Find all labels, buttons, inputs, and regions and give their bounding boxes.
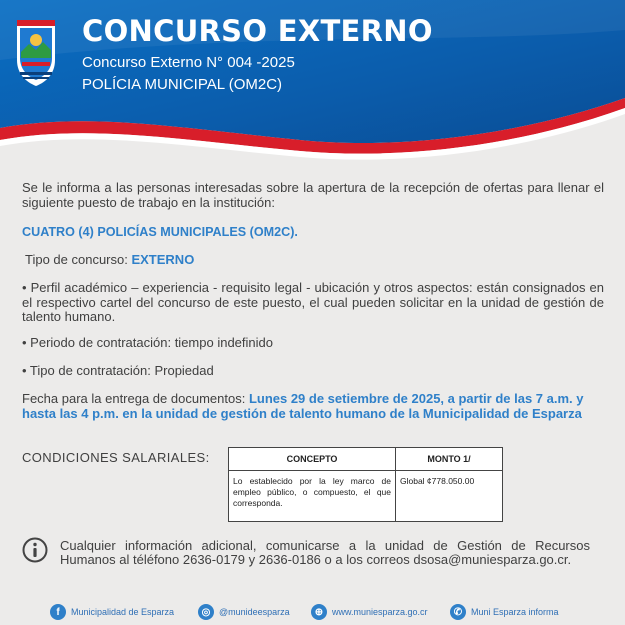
- salary-label: CONDICIONES SALARIALES:: [22, 450, 210, 465]
- whatsapp-link[interactable]: [450, 604, 559, 620]
- delivery-date: [22, 392, 604, 421]
- hiring-type: • Tipo de contratación: Propiedad: [22, 363, 214, 378]
- page-title: CONCURSO EXTERNO: [82, 14, 433, 48]
- profile-paragraph: • Perfil académico – experiencia - requisito legal - ubicación y otros aspectos: están consignados en el respectivo cartel del concurso de este puesto, el cual pueden solicitar en la unidad de gestión de talento humano.: [22, 280, 604, 324]
- info-icon: [22, 537, 48, 563]
- instagram-link[interactable]: [198, 604, 290, 620]
- table-header-concept: CONCEPTO: [229, 448, 396, 471]
- position-name: POLÍCIA MUNICIPAL (OM2C): [82, 76, 283, 93]
- table-row: [229, 471, 503, 522]
- facebook-icon: f: [50, 604, 66, 620]
- table-header-row: [229, 448, 503, 471]
- website-link[interactable]: [311, 604, 428, 620]
- header-banner: [0, 0, 625, 160]
- whatsapp-label: Muni Esparza informa: [471, 607, 559, 617]
- municipal-shield-logo: [14, 14, 58, 90]
- intro-paragraph: Se le informa a las personas interesadas sobre la apertura de la recepción de ofertas para llenar el siguiente puesto de trabajo en la institución:: [22, 180, 604, 210]
- table-cell-amount: Global ¢778.050.00: [396, 471, 503, 522]
- facebook-label: Municipalidad de Esparza: [71, 607, 175, 617]
- instagram-label: @munideesparza: [219, 607, 290, 617]
- globe-icon: ⊕: [311, 604, 327, 620]
- whatsapp-icon: ✆: [450, 604, 466, 620]
- facebook-link[interactable]: [50, 604, 174, 620]
- table-cell-concept: Lo establecido por la ley marco de empleo público, o compuesto, el que corresponda.: [229, 471, 396, 522]
- hiring-period: • Periodo de contratación: tiempo indefinido: [22, 335, 273, 350]
- salary-table: [228, 447, 503, 522]
- delivery-date-value: Lunes 29 de setiembre de 2025, a partir de las 7 a.m. y hasta las 4 p.m. en la unidad de gestión de talento humano de la Municipalidad de Esparza: [22, 391, 584, 421]
- website-label: www.muniesparza.go.cr: [332, 607, 428, 617]
- delivery-date-label: Fecha para la entrega de documentos:: [22, 391, 249, 406]
- contest-number: Concurso Externo N° 004 -2025: [82, 54, 295, 71]
- contest-type-value: EXTERNO: [131, 252, 195, 267]
- contact-info: Cualquier información adicional, comunicarse a la unidad de Gestión de Recursos Humanos al téléfono 2636-0179 y 2636-0186 o a los correos dsosa@muniesparza.go.cr.: [60, 538, 590, 567]
- contest-type-label: Tipo de concurso:: [25, 252, 132, 267]
- table-header-amount: MONTO 1/: [396, 448, 503, 471]
- vacancy-heading: CUATRO (4) POLICÍAS MUNICIPALES (OM2C).: [22, 225, 298, 239]
- instagram-icon: ◎: [198, 604, 214, 620]
- contest-type: [25, 253, 607, 268]
